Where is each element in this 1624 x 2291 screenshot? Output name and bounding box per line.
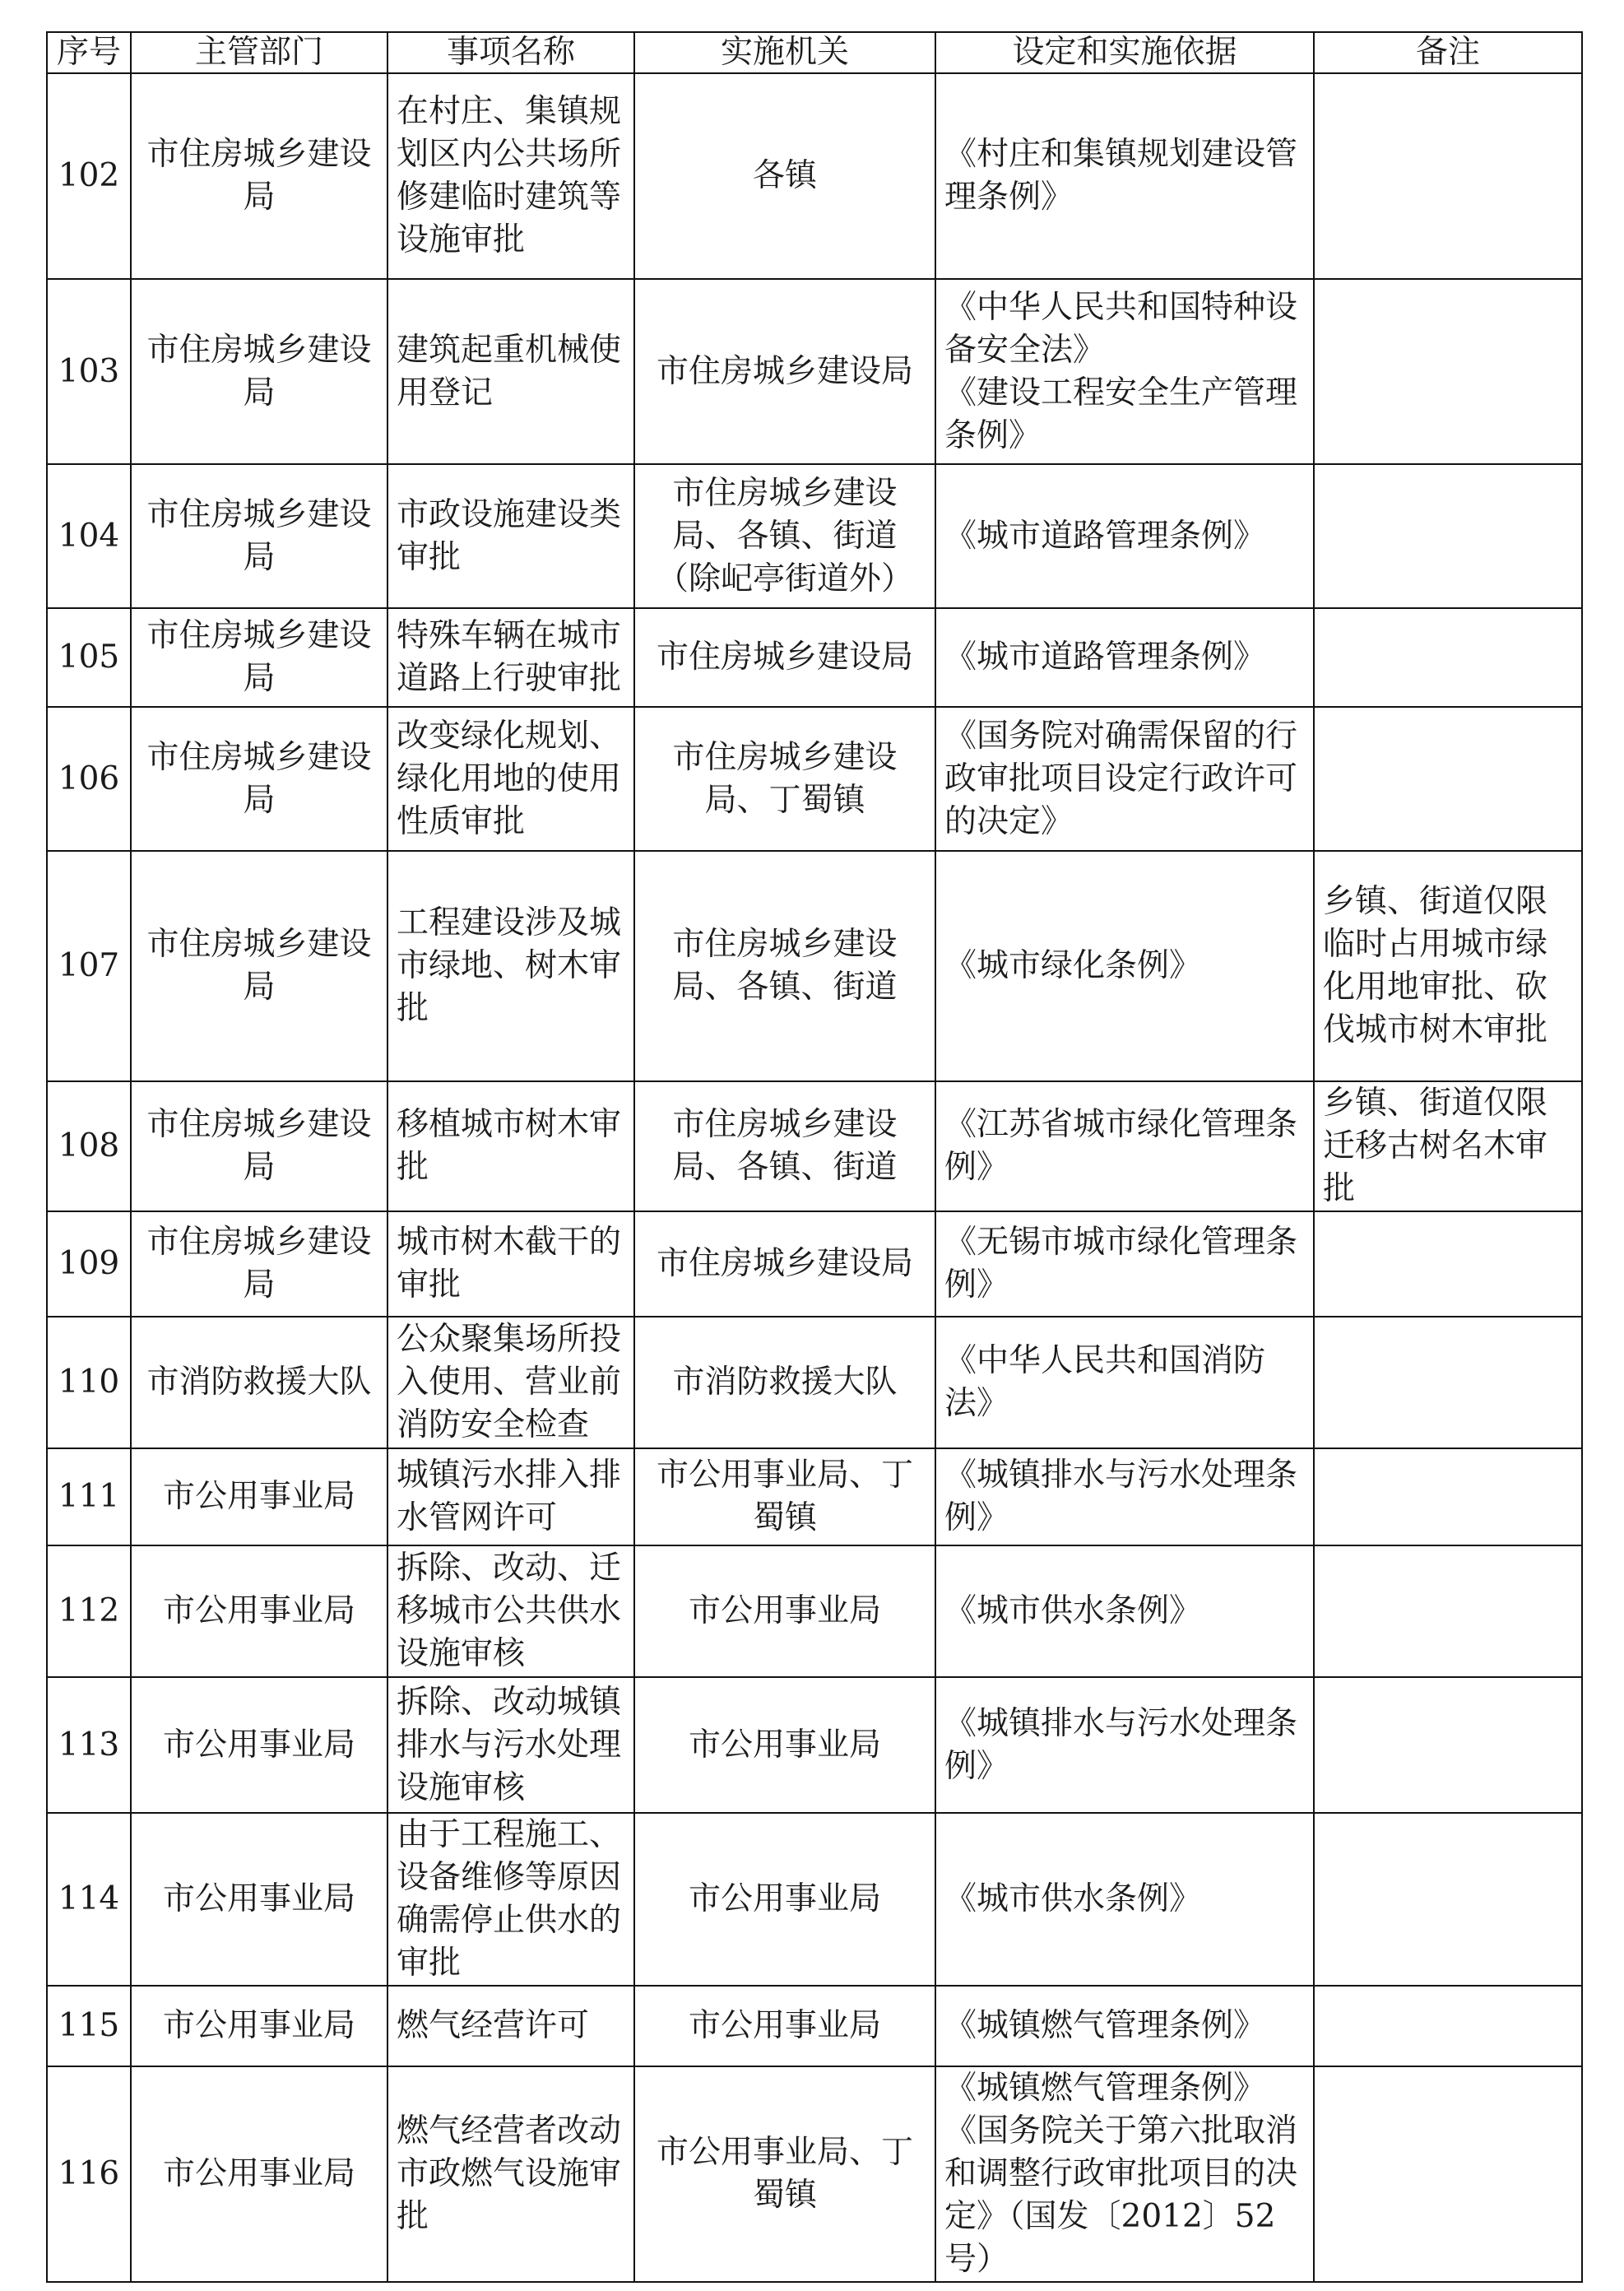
cell-dept: 市住房城乡建设局 xyxy=(131,608,387,707)
cell-no: 107 xyxy=(47,851,131,1081)
cell-dept: 市住房城乡建设局 xyxy=(131,1211,387,1317)
cell-dept: 市住房城乡建设局 xyxy=(131,707,387,851)
header-org: 实施机关 xyxy=(634,32,935,73)
table-row xyxy=(47,851,1582,1081)
cell-org: 市住房城乡建设局 xyxy=(634,279,935,464)
cell-basis: 《中华人民共和国消防法》 xyxy=(935,1317,1314,1448)
cell-no: 105 xyxy=(47,608,131,707)
cell-note xyxy=(1314,608,1582,707)
table-row xyxy=(47,1813,1582,1986)
cell-item: 移植城市树木审批 xyxy=(387,1081,634,1211)
table-row xyxy=(47,73,1582,279)
cell-item: 特殊车辆在城市道路上行驶审批 xyxy=(387,608,634,707)
cell-note xyxy=(1314,279,1582,464)
cell-org: 市住房城乡建设局、各镇、街道 xyxy=(634,1081,935,1211)
cell-org: 市住房城乡建设局 xyxy=(634,1211,935,1317)
table-row xyxy=(47,464,1582,608)
table-row xyxy=(47,707,1582,851)
cell-dept: 市公用事业局 xyxy=(131,1677,387,1813)
header-no: 序号 xyxy=(47,32,131,73)
cell-dept: 市住房城乡建设局 xyxy=(131,851,387,1081)
cell-org: 市住房城乡建设局、各镇、街道 （除屺亭街道外） xyxy=(634,464,935,608)
cell-dept: 市住房城乡建设局 xyxy=(131,279,387,464)
cell-no: 103 xyxy=(47,279,131,464)
cell-note xyxy=(1314,1677,1582,1813)
cell-no: 109 xyxy=(47,1211,131,1317)
cell-basis: 《无锡市城市绿化管理条例》 xyxy=(935,1211,1314,1317)
cell-no: 110 xyxy=(47,1317,131,1448)
table-row xyxy=(47,279,1582,464)
cell-org: 市消防救援大队 xyxy=(634,1317,935,1448)
cell-item: 城市树木截干的审批 xyxy=(387,1211,634,1317)
table-row xyxy=(47,1986,1582,2066)
table-row xyxy=(47,1545,1582,1677)
cell-item: 拆除、改动、迁移城市公共供水设施审核 xyxy=(387,1545,634,1677)
cell-item: 由于工程施工、设备维修等原因确需停止供水的审批 xyxy=(387,1813,634,1986)
cell-no: 102 xyxy=(47,73,131,279)
header-row xyxy=(47,32,1582,73)
cell-note xyxy=(1314,1448,1582,1545)
header-item: 事项名称 xyxy=(387,32,634,73)
cell-item: 公众聚集场所投入使用、营业前消防安全检查 xyxy=(387,1317,634,1448)
cell-dept: 市公用事业局 xyxy=(131,1448,387,1545)
cell-basis: 《城市绿化条例》 xyxy=(935,851,1314,1081)
table-row xyxy=(47,2066,1582,2282)
header-note: 备注 xyxy=(1314,32,1582,73)
cell-basis: 《城市道路管理条例》 xyxy=(935,608,1314,707)
cell-basis: 《城市道路管理条例》 xyxy=(935,464,1314,608)
approval-items-table xyxy=(46,31,1583,2283)
cell-basis: 《中华人民共和国特种设备安全法》 《建设工程安全生产管理条例》 xyxy=(935,279,1314,464)
header-basis: 设定和实施依据 xyxy=(935,32,1314,73)
cell-org: 各镇 xyxy=(634,73,935,279)
header-dept: 主管部门 xyxy=(131,32,387,73)
cell-note xyxy=(1314,464,1582,608)
cell-item: 拆除、改动城镇排水与污水处理设施审核 xyxy=(387,1677,634,1813)
cell-note xyxy=(1314,1545,1582,1677)
cell-dept: 市住房城乡建设局 xyxy=(131,73,387,279)
cell-note xyxy=(1314,707,1582,851)
cell-basis: 《城市供水条例》 xyxy=(935,1545,1314,1677)
cell-basis: 《江苏省城市绿化管理条例》 xyxy=(935,1081,1314,1211)
cell-basis: 《城市供水条例》 xyxy=(935,1813,1314,1986)
cell-item: 城镇污水排入排水管网许可 xyxy=(387,1448,634,1545)
cell-note xyxy=(1314,1317,1582,1448)
cell-dept: 市公用事业局 xyxy=(131,1986,387,2066)
cell-item: 建筑起重机械使用登记 xyxy=(387,279,634,464)
table-row xyxy=(47,1677,1582,1813)
cell-no: 113 xyxy=(47,1677,131,1813)
cell-dept: 市住房城乡建设局 xyxy=(131,1081,387,1211)
cell-no: 114 xyxy=(47,1813,131,1986)
cell-item: 在村庄、集镇规划区内公共场所修建临时建筑等设施审批 xyxy=(387,73,634,279)
table-row xyxy=(47,1448,1582,1545)
cell-org: 市住房城乡建设局、各镇、街道 xyxy=(634,851,935,1081)
cell-org: 市公用事业局、丁蜀镇 xyxy=(634,1448,935,1545)
cell-item: 市政设施建设类审批 xyxy=(387,464,634,608)
cell-note xyxy=(1314,1813,1582,1986)
cell-no: 106 xyxy=(47,707,131,851)
cell-org: 市公用事业局 xyxy=(634,1545,935,1677)
cell-no: 104 xyxy=(47,464,131,608)
table-row xyxy=(47,1081,1582,1211)
cell-dept: 市公用事业局 xyxy=(131,2066,387,2282)
cell-org: 市公用事业局 xyxy=(634,1813,935,1986)
cell-org: 市住房城乡建设局 xyxy=(634,608,935,707)
table-row xyxy=(47,608,1582,707)
cell-item: 改变绿化规划、绿化用地的使用性质审批 xyxy=(387,707,634,851)
cell-note: 乡镇、街道仅限迁移古树名木审批 xyxy=(1314,1081,1582,1211)
cell-basis: 《城镇燃气管理条例》 xyxy=(935,1986,1314,2066)
cell-no: 116 xyxy=(47,2066,131,2282)
cell-basis: 《国务院对确需保留的行政审批项目设定行政许可的决定》 xyxy=(935,707,1314,851)
cell-dept: 市公用事业局 xyxy=(131,1813,387,1986)
cell-basis: 《城镇排水与污水处理条例》 xyxy=(935,1448,1314,1545)
cell-item: 燃气经营者改动市政燃气设施审批 xyxy=(387,2066,634,2282)
table-row xyxy=(47,1317,1582,1448)
cell-org: 市公用事业局、丁蜀镇 xyxy=(634,2066,935,2282)
cell-note xyxy=(1314,2066,1582,2282)
cell-basis: 《城镇排水与污水处理条例》 xyxy=(935,1677,1314,1813)
cell-no: 108 xyxy=(47,1081,131,1211)
cell-org: 市公用事业局 xyxy=(634,1986,935,2066)
cell-basis: 《村庄和集镇规划建设管理条例》 xyxy=(935,73,1314,279)
cell-item: 工程建设涉及城市绿地、树木审批 xyxy=(387,851,634,1081)
cell-no: 115 xyxy=(47,1986,131,2066)
cell-org: 市住房城乡建设局、丁蜀镇 xyxy=(634,707,935,851)
cell-dept: 市消防救援大队 xyxy=(131,1317,387,1448)
cell-note xyxy=(1314,1211,1582,1317)
cell-no: 111 xyxy=(47,1448,131,1545)
table-row xyxy=(47,1211,1582,1317)
cell-dept: 市住房城乡建设局 xyxy=(131,464,387,608)
cell-item: 燃气经营许可 xyxy=(387,1986,634,2066)
cell-note xyxy=(1314,73,1582,279)
cell-basis: 《城镇燃气管理条例》 《国务院关于第六批取消和调整行政审批项目的决定》（国发〔2012〕52号） xyxy=(935,2066,1314,2282)
cell-dept: 市公用事业局 xyxy=(131,1545,387,1677)
cell-no: 112 xyxy=(47,1545,131,1677)
cell-note: 乡镇、街道仅限临时占用城市绿化用地审批、砍伐城市树木审批 xyxy=(1314,851,1582,1081)
cell-note xyxy=(1314,1986,1582,2066)
cell-org: 市公用事业局 xyxy=(634,1677,935,1813)
